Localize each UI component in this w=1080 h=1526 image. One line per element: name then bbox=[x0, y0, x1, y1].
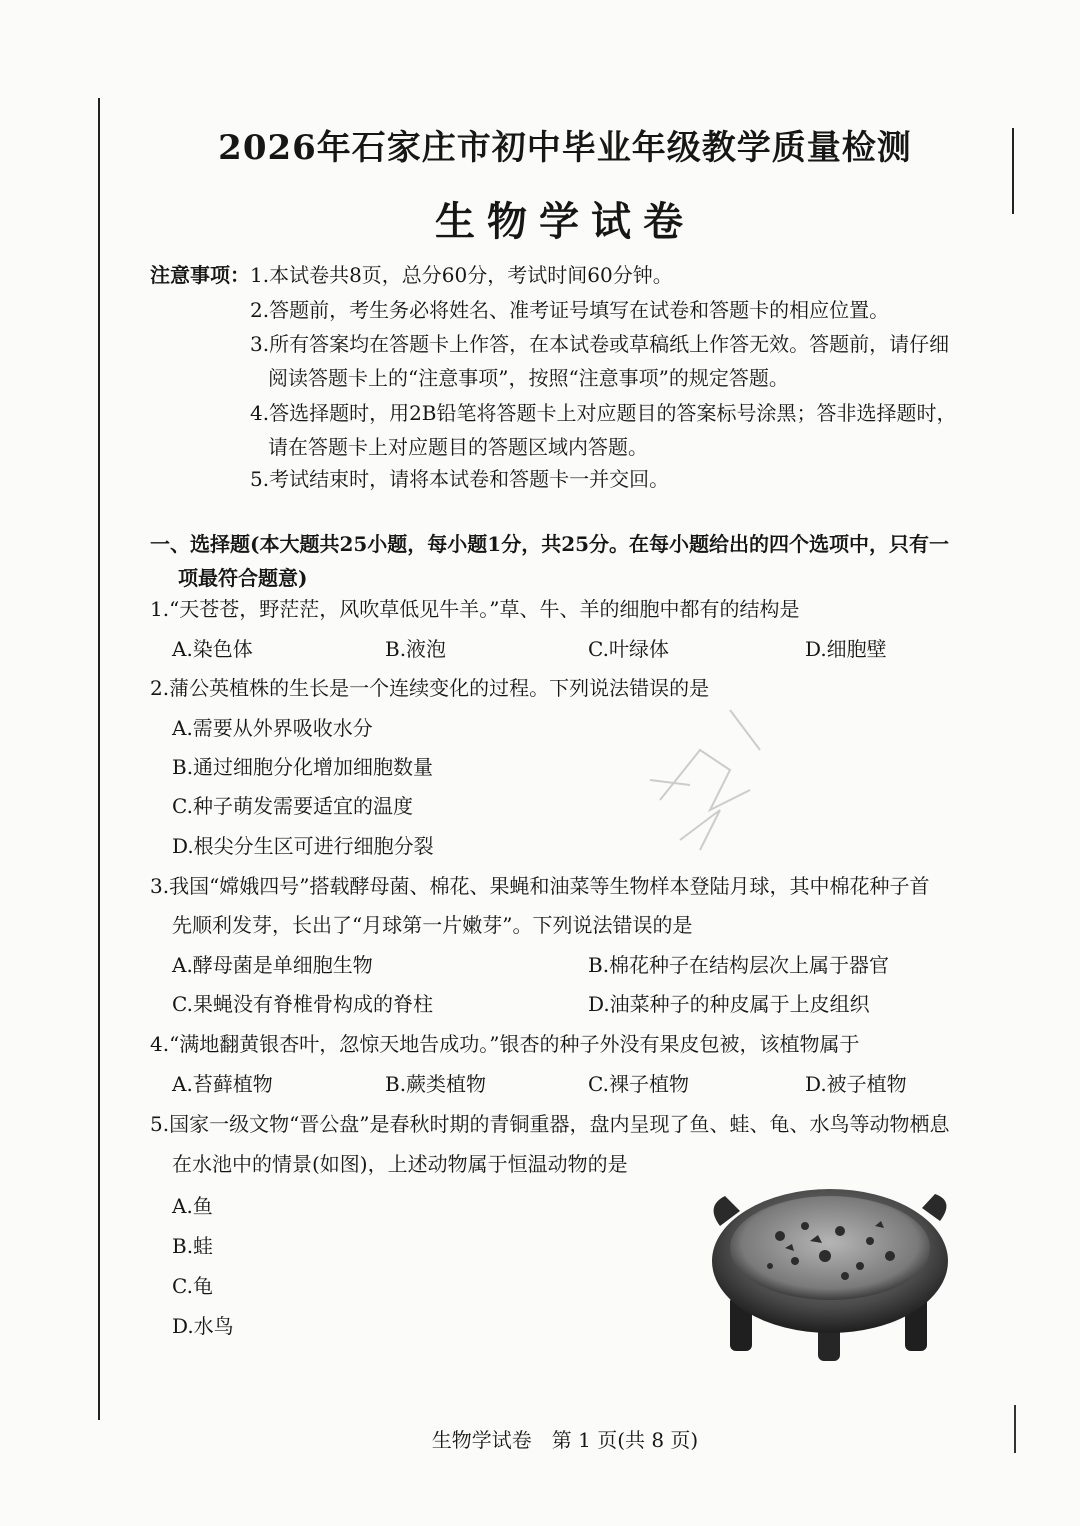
q4-option-d: D.被子植物 bbox=[805, 1072, 907, 1096]
notice-item-3-cont: 阅读答题卡上的“注意事项”，按照“注意事项”的规定答题。 bbox=[268, 366, 789, 390]
question-1-stem: 1.“天苍苍，野茫茫，风吹草低见牛羊。”草、牛、羊的细胞中都有的结构是 bbox=[150, 597, 800, 621]
question-3-stem: 3.我国“嫦娥四号”搭载酵母菌、棉花、果蝇和油菜等生物样本登陆月球，其中棉花种子首 bbox=[150, 874, 930, 898]
question-5-stem-cont: 在水池中的情景(如图)，上述动物属于恒温动物的是 bbox=[172, 1152, 628, 1176]
pencil-mark bbox=[640, 690, 790, 860]
q5-option-c: C.龟 bbox=[172, 1274, 213, 1298]
binding-line bbox=[98, 98, 100, 1420]
notice-item-2: 2.答题前，考生务必将姓名、准考证号填写在试卷和答题卡的相应位置。 bbox=[250, 298, 890, 322]
q2-option-d: D.根尖分生区可进行细胞分裂 bbox=[172, 834, 434, 858]
q2-option-c: C.种子萌发需要适宜的温度 bbox=[172, 794, 413, 818]
notice-item-1: 1.本试卷共8页，总分60分，考试时间60分钟。 bbox=[250, 263, 673, 287]
q4-option-b: B.蕨类植物 bbox=[385, 1072, 487, 1096]
q1-option-a: A.染色体 bbox=[172, 637, 253, 661]
question-2-stem: 2.蒲公英植株的生长是一个连续变化的过程。下列说法错误的是 bbox=[150, 676, 710, 700]
q2-option-a: A.需要从外界吸收水分 bbox=[172, 716, 373, 740]
exam-title: 2026年石家庄市初中毕业年级教学质量检测 bbox=[218, 128, 912, 168]
q4-option-a: A.苔藓植物 bbox=[172, 1072, 273, 1096]
notice-item-3: 3.所有答案均在答题卡上作答，在本试卷或草稿纸上作答无效。答题前，请仔细 bbox=[250, 332, 950, 356]
bronze-plate-image bbox=[700, 1166, 960, 1366]
q1-option-b: B.液泡 bbox=[385, 637, 447, 661]
page-footer: 生物学试卷 第 1 页(共 8 页) bbox=[431, 1428, 699, 1452]
notice-item-4-cont: 请在答题卡上对应题目的答题区域内答题。 bbox=[268, 435, 648, 459]
question-5-stem: 5.国家一级文物“晋公盘”是春秋时期的青铜重器，盘内呈现了鱼、蛙、龟、水鸟等动物栖息 bbox=[150, 1112, 950, 1136]
question-3-stem-cont: 先顺利发芽，长出了“月球第一片嫩芽”。下列说法错误的是 bbox=[172, 913, 693, 937]
section-heading: 一、选择题(本大题共25小题，每小题1分，共25分。在每小题给出的四个选项中，只有一 bbox=[150, 532, 950, 556]
notice-item-5: 5.考试结束时，请将本试卷和答题卡一并交回。 bbox=[250, 467, 670, 491]
q1-option-c: C.叶绿体 bbox=[588, 637, 669, 661]
q1-option-d: D.细胞壁 bbox=[805, 637, 887, 661]
question-4-stem: 4.“满地翻黄银杏叶，忽惊天地告成功。”银杏的种子外没有果皮包被，该植物属于 bbox=[150, 1032, 860, 1056]
notice-item-4: 4.答选择题时，用2B铅笔将答题卡上对应题目的答案标号涂黑；答非选择题时， bbox=[250, 401, 957, 425]
section-heading-cont: 项最符合题意) bbox=[178, 566, 308, 590]
q3-option-d: D.油菜种子的种皮属于上皮组织 bbox=[588, 992, 870, 1016]
q2-option-b: B.通过细胞分化增加细胞数量 bbox=[172, 755, 434, 779]
notice-label: 注意事项： bbox=[150, 263, 250, 287]
q4-option-c: C.裸子植物 bbox=[588, 1072, 689, 1096]
q5-option-d: D.水鸟 bbox=[172, 1314, 234, 1338]
q3-option-b: B.棉花种子在结构层次上属于器官 bbox=[588, 953, 890, 977]
q3-option-c: C.果蝇没有脊椎骨构成的脊柱 bbox=[172, 992, 433, 1016]
q5-option-a: A.鱼 bbox=[172, 1194, 213, 1218]
q3-option-a: A.酵母菌是单细胞生物 bbox=[172, 953, 373, 977]
exam-subtitle: 生物学试卷 bbox=[435, 198, 695, 245]
q5-option-b: B.蛙 bbox=[172, 1234, 214, 1258]
